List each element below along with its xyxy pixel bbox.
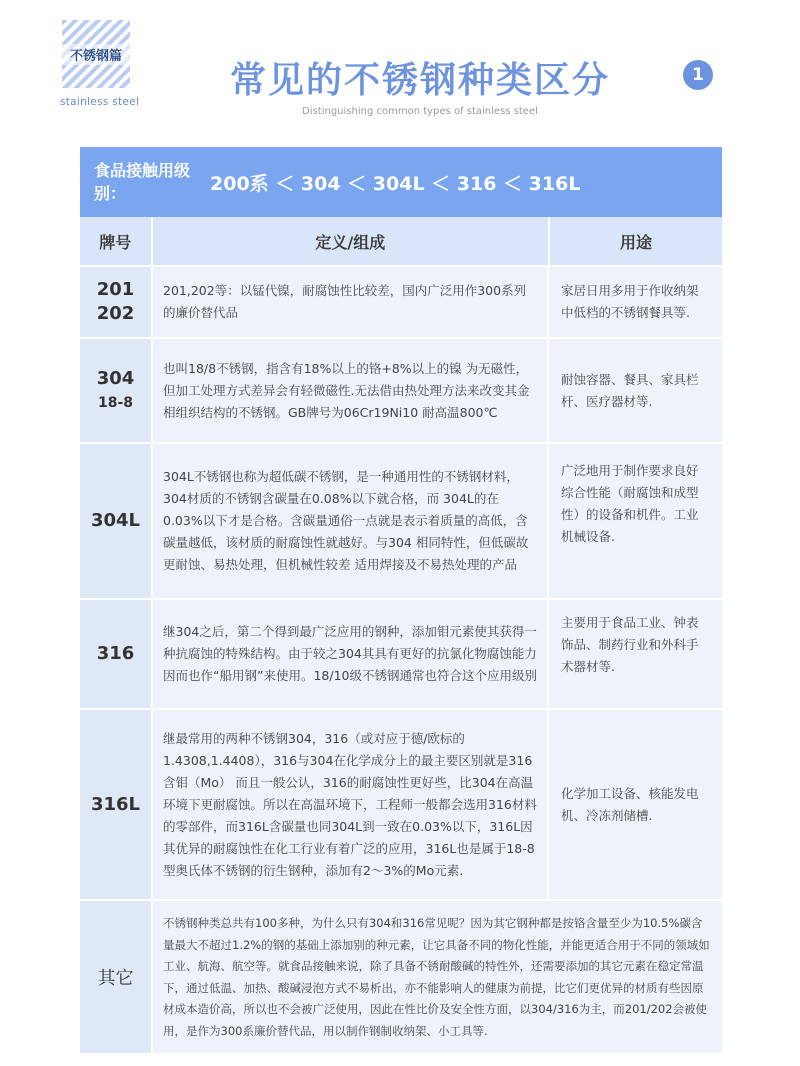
badge-subtitle: stainless steel bbox=[60, 96, 140, 108]
grade-main: 304 bbox=[96, 367, 135, 389]
grade-main: 316L bbox=[90, 793, 141, 815]
other-text: 不锈钢种类总共有100多种，为什么只有304和316常见呢？因为其它钢种都是按铬含量至少为10.5%碳含量最大不超过1.2%的钢的基础上添加别的种元素，让它具备不同的物化性能，并能更适合用于不同的领域如工业、航海、航空等。就食品接触来说，除了具备不锈耐酸碱的特性外，还需要添加的其它元素在稳定常温下，通过低温、加热、酸碱浸泡方式不易析出，亦不能影响人的健康为前提，比它们更优异的材质有些因原材成本造价高，所以也不会被广泛使用，因此在性比价及安全性方面，以304/316为主，而201/202会被使用，是作为300系廉价替代品，用以制作钢制收纳架、小工具等. bbox=[151, 901, 722, 1053]
page-subtitle: Distinguishing common types of stainless steel bbox=[302, 106, 538, 117]
grade-main: 316 bbox=[96, 643, 135, 664]
grade-cell bbox=[80, 710, 151, 899]
food-grade-label: 食品接触用级别： bbox=[94, 161, 191, 203]
grade-main: 304L bbox=[90, 510, 141, 531]
definition-cell: 继最常用的两种不锈钢304，316（或对应于德/欧标的1.4308,1.4408），316与304在化学成分上的最主要区别就是316含钼（Mo） 而且一般公认，316的耐腐蚀性更好些，比304在高温环境下更耐腐蚀。所以在高温环境下，工程师一般都会选用316材料的零部件，而316L含碳量也同304L到一致在0.03%以下，316L因其优异的耐腐蚀性在化工行业有着广泛的应用，316L也是属于18-8型奥氏体不锈钢的衍生钢种，添加有2～3%的Mo元素. bbox=[151, 710, 549, 899]
usage-cell: 家居日用多用于作收纳架中低档的不锈钢餐具等. bbox=[561, 283, 699, 320]
grade-cell bbox=[80, 444, 151, 598]
food-grade-row bbox=[80, 147, 722, 217]
table-row bbox=[80, 265, 722, 337]
header-definition: 定义/组成 bbox=[151, 217, 551, 265]
usage-cell: 主要用于食品工业、钟表饰品、制药行业和外科手术器材等. bbox=[561, 615, 699, 674]
other-row bbox=[80, 899, 722, 1053]
page-number-badge: 1 bbox=[683, 60, 713, 90]
grade-main: 201 bbox=[96, 279, 135, 300]
grade-sub: 18-8 bbox=[97, 394, 134, 411]
table-header-row bbox=[80, 217, 722, 265]
badge-label: 不锈钢篇 bbox=[62, 44, 130, 65]
definition-cell: 304L不锈钢也称为超低碳不锈钢，是一种通用性的不锈钢材料，304材质的不锈钢含碳量在0.08%以下就合格，而 304L的在0.03%以下才是合格。含碳量通俗一点就是表示着质量的高低，含碳量越低，该材质的耐腐蚀性就越好。与304 相同特性，但低碳故更耐蚀、易热处理，但机械性较差 适用焊接及不易热处理的产品 bbox=[151, 444, 549, 598]
grade-sub: 202 bbox=[96, 303, 135, 324]
definition-cell: 也叫18/8不锈钢，指含有18%以上的铬+8%以上的镍 为无磁性，但加工处理方式差异会有轻微磁性.无法借由热处理方法来改变其金相组织结构的不锈钢。GB牌号为06Cr19Ni10 耐高温800℃ bbox=[151, 339, 549, 442]
definition-cell: 继304之后，第二个得到最广泛应用的钢种，添加钼元素使其获得一种抗腐蚀的特殊结构。由于较之304其具有更好的抗氯化物腐蚀能力因而也作“船用钢”来使用。18/10级不锈钢通常也符合这个应用级别 bbox=[151, 600, 549, 708]
badge-pattern bbox=[62, 20, 130, 88]
usage-cell: 耐蚀容器、餐具、家具栏杆、医疗器材等. bbox=[561, 371, 699, 409]
food-grade-value: 200系 ＜ 304 ＜ 304L ＜ 316 ＜ 316L bbox=[210, 172, 581, 195]
table-row bbox=[80, 337, 722, 442]
page-title: 常见的不锈钢种类区分 bbox=[229, 60, 610, 101]
grade-cell bbox=[80, 600, 151, 708]
definition-cell: 201,202等：以锰代镍，耐腐蚀性比较差，国内广泛用作300系列的廉价替代品 bbox=[151, 267, 549, 337]
table-row bbox=[80, 708, 722, 899]
table-row bbox=[80, 598, 722, 708]
usage-cell: 广泛地用于制作要求良好综合性能（耐腐蚀和成型性）的设备和机件。工业机械设备. bbox=[561, 463, 699, 544]
header-usage: 用途 bbox=[620, 232, 653, 252]
table-row bbox=[80, 442, 722, 598]
stainless-table bbox=[80, 147, 722, 1053]
other-label: 其它 bbox=[80, 901, 151, 1053]
grade-cell bbox=[80, 267, 151, 337]
usage-cell: 化学加工设备、核能发电机、冷冻剂储槽. bbox=[561, 785, 699, 823]
header-grade: 牌号 bbox=[99, 232, 132, 252]
grade-cell bbox=[80, 339, 151, 442]
